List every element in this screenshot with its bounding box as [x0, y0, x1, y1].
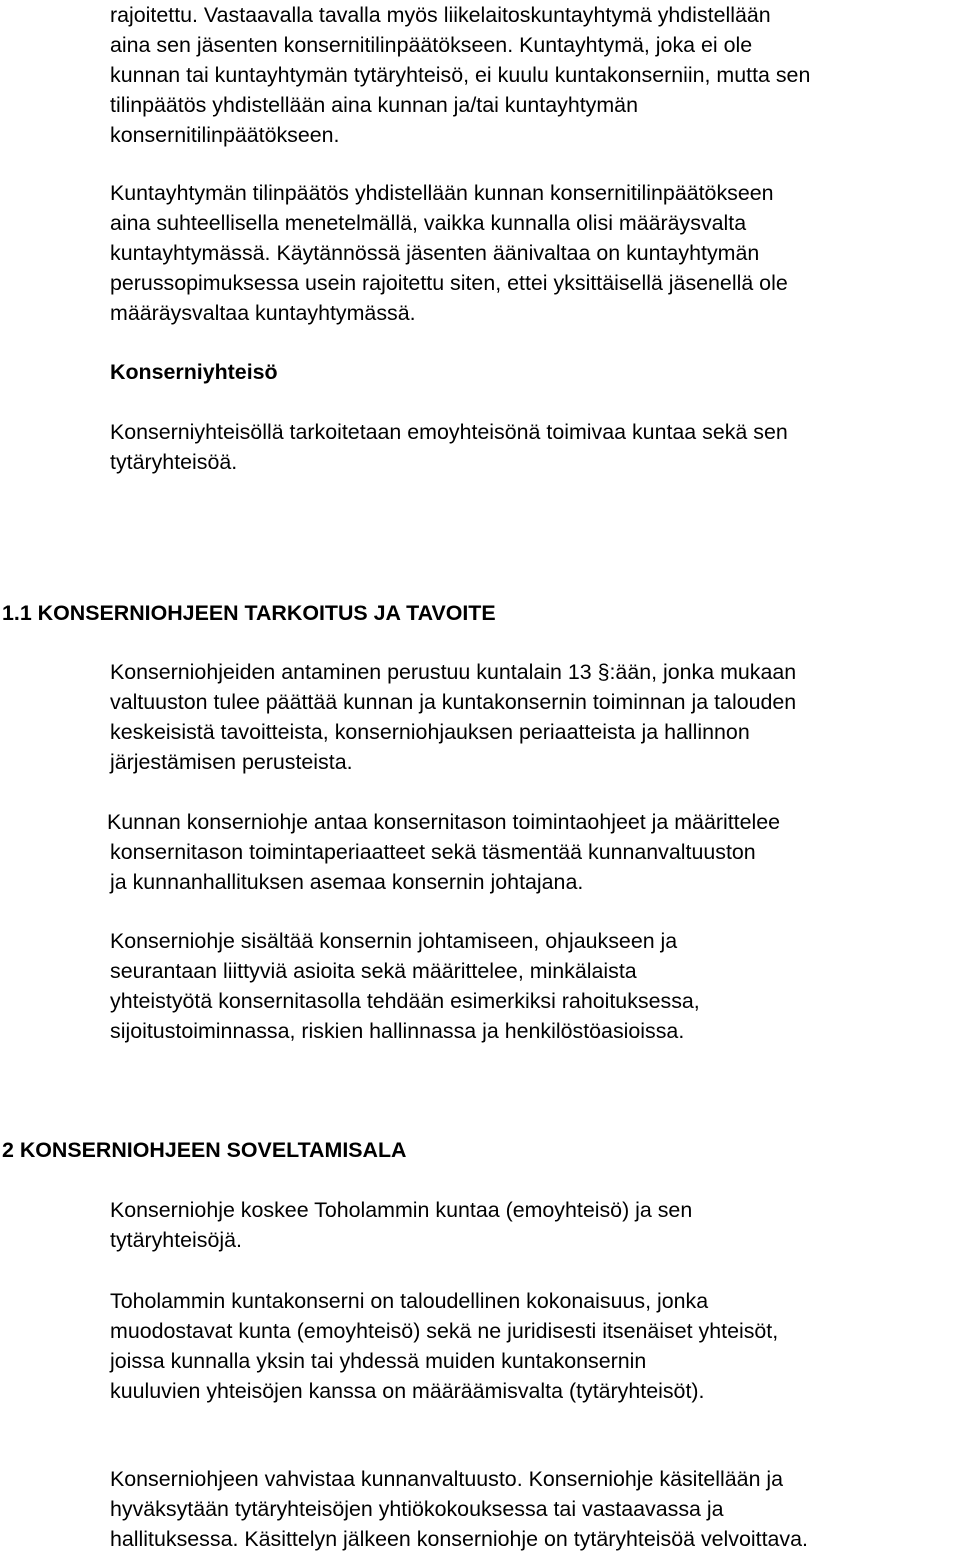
text-line: Konserniohjeen vahvistaa kunnanvaltuusto. Konserniohje käsitellään ja: [110, 1467, 784, 1491]
text-line: kuntayhtymässä. Käytännössä jäsenten äänivaltaa on kuntayhtymän: [110, 241, 760, 265]
text-line: valtuuston tulee päättää kunnan ja kuntakonsernin toiminnan ja talouden: [110, 690, 797, 714]
text-line: tytäryhteisöä.: [110, 450, 238, 474]
section-1-1-paragraph-2: [107, 807, 780, 897]
text-line: muodostavat kunta (emoyhteisö) sekä ne juridisesti itsenäiset yhteisöt,: [110, 1319, 779, 1343]
text-line: joissa kunnalla yksin tai yhdessä muiden kuntakonsernin: [110, 1349, 647, 1373]
text-line: keskeisistä tavoitteista, konserniohjauksen periaatteista ja hallinnon: [110, 720, 750, 744]
text-line: hyväksytään tytäryhteisöjen yhtiökokouksessa tai vastaavassa ja: [110, 1497, 724, 1521]
text-line: aina suhteellisella menetelmällä, vaikka kunnalla olisi määräysvalta: [110, 211, 747, 235]
section-heading-2: 2 KONSERNIOHJEEN SOVELTAMISALA: [2, 1138, 407, 1162]
text-line: sijoitustoiminnassa, riskien hallinnassa ja henkilöstöasioissa.: [110, 1019, 685, 1043]
text-line: Konserniyhteisöllä tarkoitetaan emoyhteisönä toimivaa kuntaa sekä sen: [110, 420, 788, 444]
text-line: aina sen jäsenten konsernitilinpäätökseen. Kuntayhtymä, joka ei ole: [110, 33, 753, 57]
text-line: Konserniohjeiden antaminen perustuu kuntalain 13 §:ään, jonka mukaan: [110, 660, 797, 684]
subheading-konserniyhteiso: Konserniyhteisö: [110, 360, 278, 384]
section-2-paragraph-1: [110, 1195, 692, 1255]
text-line: järjestämisen perusteista.: [110, 750, 353, 774]
text-line: Kunnan konserniohje antaa konsernitason toimintaohjeet ja määrittelee: [107, 810, 781, 834]
text-line: Konserniohje sisältää konsernin johtamiseen, ohjaukseen ja: [110, 929, 678, 953]
text-line: Konserniohje koskee Toholammin kuntaa (emoyhteisö) ja sen: [110, 1198, 693, 1222]
text-line: Toholammin kuntakonserni on taloudellinen kokonaisuus, jonka: [110, 1289, 709, 1313]
text-line: kuuluvien yhteisöjen kanssa on määräämisvalta (tytäryhteisöt).: [110, 1379, 705, 1403]
text-line: konsernitilinpäätökseen.: [110, 123, 340, 147]
text-line: konsernitason toimintaperiaatteet sekä täsmentää kunnanvaltuuston: [110, 840, 756, 864]
intro-paragraph: [110, 0, 810, 150]
text-line: määräysvaltaa kuntayhtymässä.: [110, 301, 416, 325]
text-line: seurantaan liittyviä asioita sekä määrittelee, minkälaista: [110, 959, 637, 983]
konserniyhteiso-paragraph: [110, 417, 788, 477]
section-heading-1-1: 1.1 KONSERNIOHJEEN TARKOITUS JA TAVOITE: [2, 601, 496, 625]
text-line: yhteistyötä konsernitasolla tehdään esimerkiksi rahoituksessa,: [110, 989, 700, 1013]
text-line: ja kunnanhallituksen asemaa konsernin johtajana.: [110, 870, 584, 894]
kuntayhtyma-paragraph: [110, 178, 788, 328]
section-2-paragraph-2: [110, 1286, 778, 1406]
section-1-1-paragraph-1: [110, 657, 796, 777]
section-1-1-paragraph-3: [110, 926, 700, 1046]
text-line: perussopimuksessa usein rajoitettu siten, ettei yksittäisellä jäsenellä ole: [110, 271, 788, 295]
text-line: rajoitettu. Vastaavalla tavalla myös liikelaitoskuntayhtymä yhdistellään: [110, 3, 771, 27]
text-line: kunnan tai kuntayhtymän tytäryhteisö, ei kuulu kuntakonserniin, mutta sen: [110, 63, 811, 87]
text-line: hallituksessa. Käsittelyn jälkeen konserniohje on tytäryhteisöä velvoittava.: [110, 1527, 808, 1551]
text-line: Kuntayhtymän tilinpäätös yhdistellään kunnan konsernitilinpäätökseen: [110, 181, 774, 205]
text-line: tilinpäätös yhdistellään aina kunnan ja/tai kuntayhtymän: [110, 93, 638, 117]
section-2-paragraph-3: [110, 1464, 808, 1554]
text-line: tytäryhteisöjä.: [110, 1228, 242, 1252]
